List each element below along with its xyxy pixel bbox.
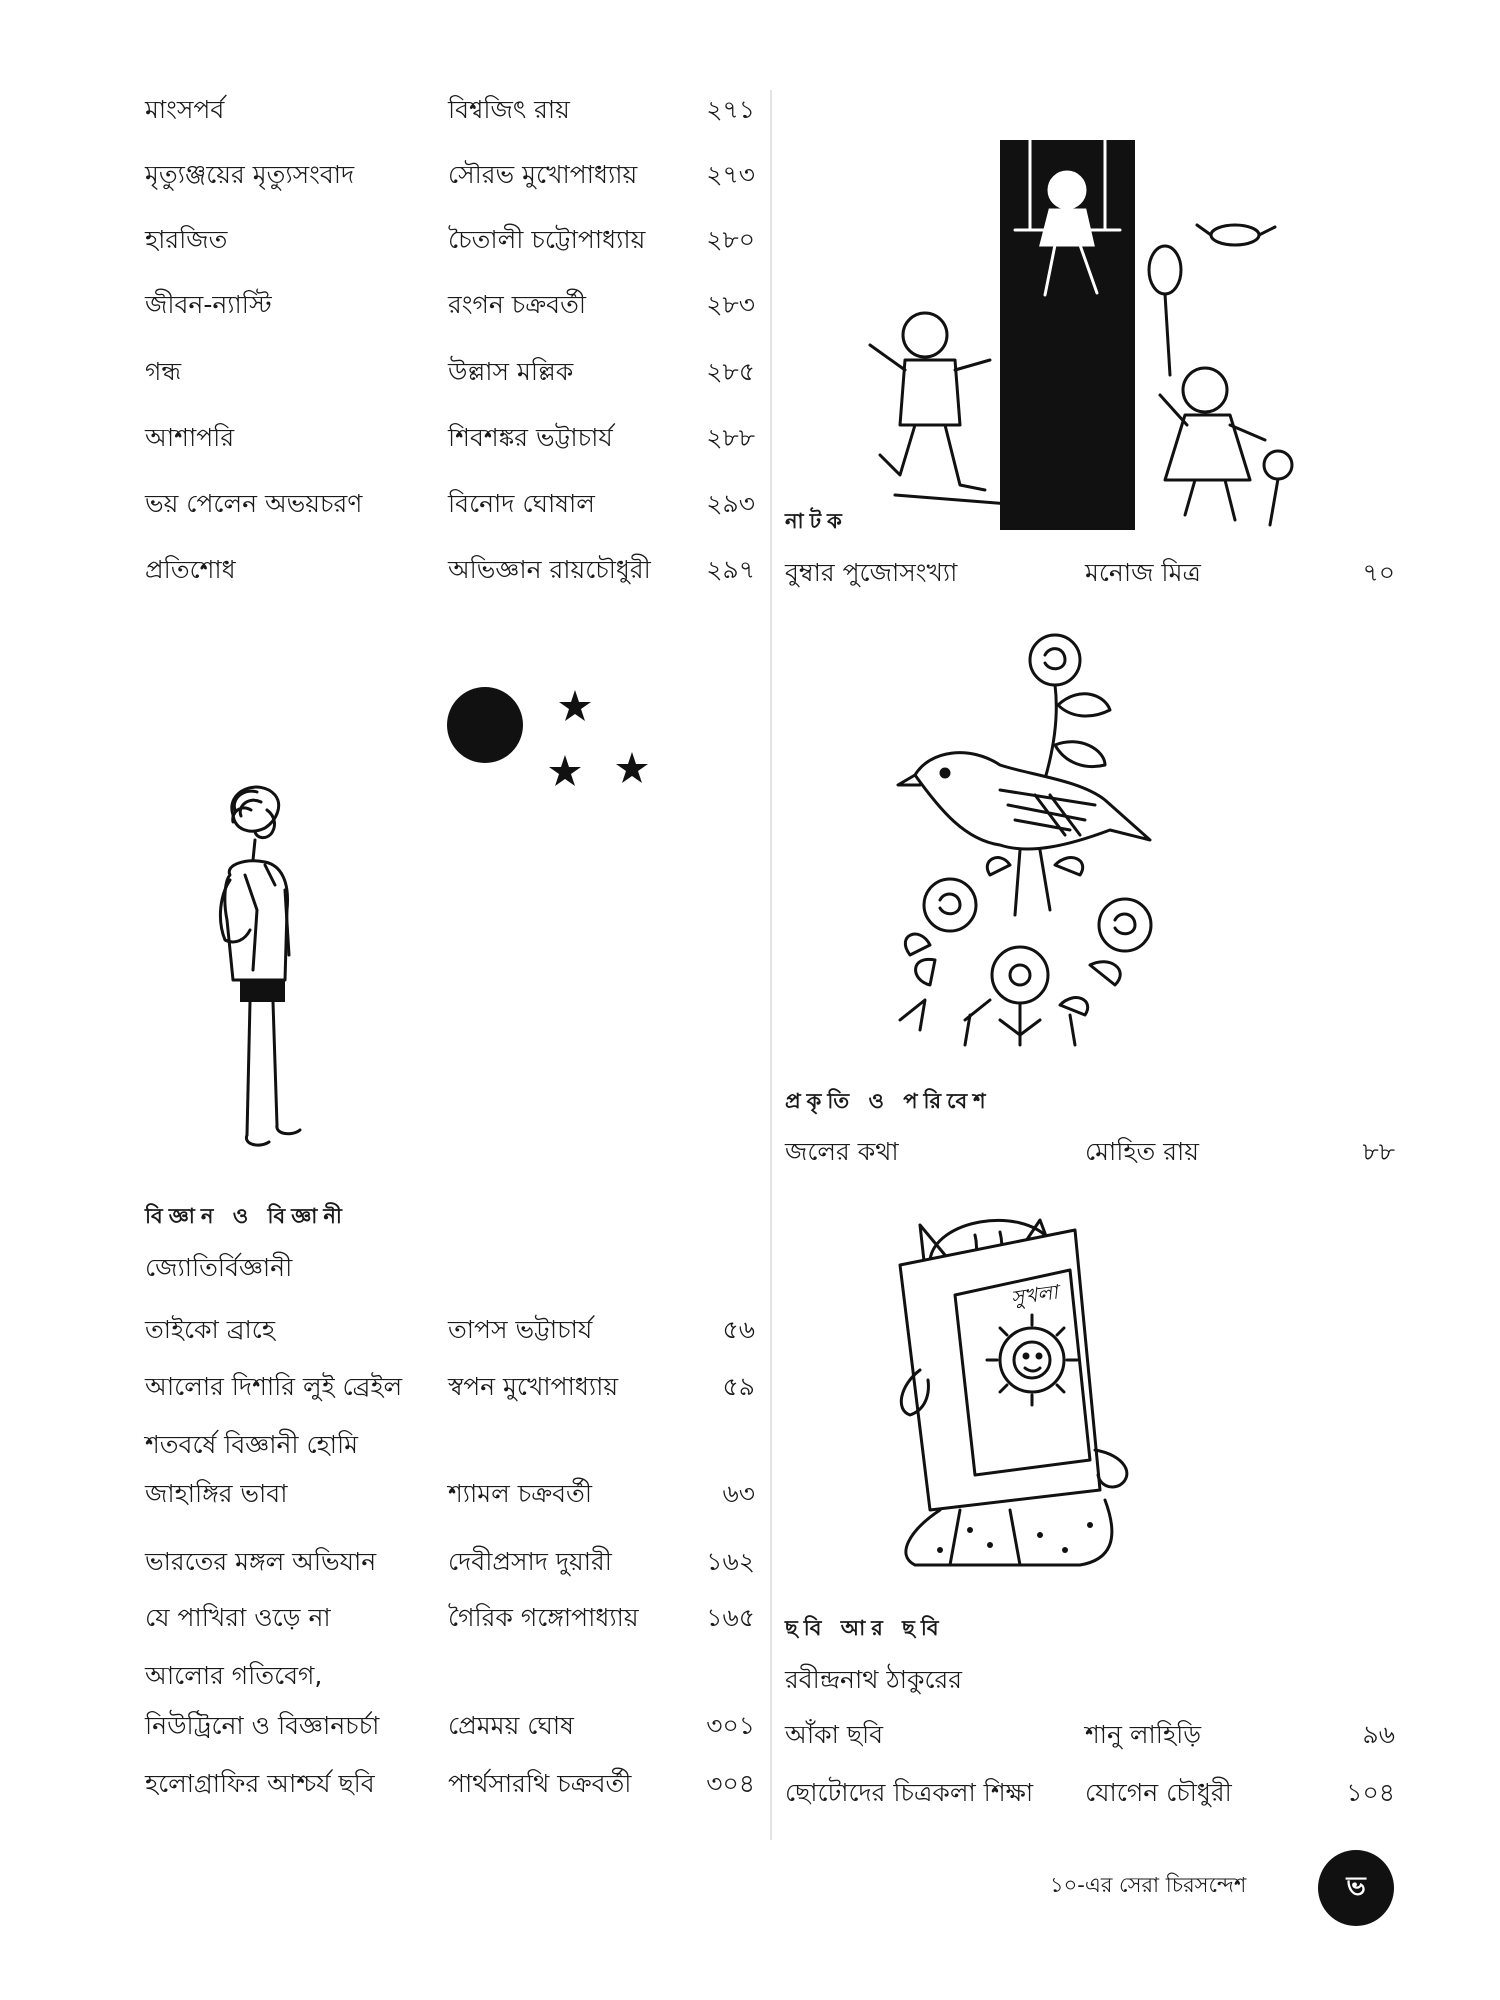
girl-reading-illustration xyxy=(880,1210,1230,1580)
contents-row[interactable] xyxy=(145,352,755,392)
page-number: ২৭৩ xyxy=(706,160,755,189)
bird-flowers-illustration xyxy=(890,625,1230,1055)
contents-row[interactable] xyxy=(145,1542,755,1582)
story-title: জীবন-ন্যাস্টি xyxy=(145,290,272,319)
story-title: প্রতিশোধ xyxy=(145,555,236,584)
moon-stars-illustration xyxy=(440,680,660,800)
footer-text: ১০-এর সেরা চিরসন্দেশ xyxy=(1050,1873,1247,1897)
page-number: ১৬৫ xyxy=(706,1603,755,1632)
contents-row[interactable] xyxy=(145,1764,755,1804)
article-title-line: আলোর গতিবেগ, xyxy=(145,1661,323,1690)
article-author: মনোজ মিত্র xyxy=(1085,558,1201,587)
article-title: ভারতের মঙ্গল অভিযান xyxy=(145,1547,377,1576)
article-title: বুম্বার পুজোসংখ্যা xyxy=(785,558,958,587)
article-title: আঁকা ছবি xyxy=(785,1720,884,1749)
page-number: ৩০৪ xyxy=(706,1769,755,1798)
page-number: ৫৯ xyxy=(722,1372,755,1401)
article-author: তাপস ভট্টাচার্য xyxy=(448,1315,593,1344)
article-title: আলোর দিশারি লুই ব্রেইল xyxy=(145,1372,403,1401)
article-author: স্বপন মুখোপাধ্যায় xyxy=(448,1372,619,1401)
article-author: দেবীপ্রসাদ দুয়ারী xyxy=(448,1547,612,1576)
subsection-heading: জ্যোতির্বিজ্ঞানী xyxy=(145,1253,293,1282)
article-title-line: রবীন্দ্রনাথ ঠাকুরের xyxy=(785,1665,962,1694)
story-title: হারজিত xyxy=(145,225,228,254)
story-author: উল্লাস মল্লিক xyxy=(448,357,574,386)
page-number: ২৯৩ xyxy=(706,489,755,518)
page-number: ৫৬ xyxy=(722,1315,755,1344)
section-heading-nature: প্রকৃতি ও পরিবেশ xyxy=(785,1089,992,1113)
page-marker-badge: ভ xyxy=(1318,1850,1394,1926)
contents-row[interactable] xyxy=(145,155,755,195)
boy-looking-up-illustration xyxy=(205,780,345,1180)
article-author: মোহিত রায় xyxy=(1085,1137,1199,1166)
page-number: ২৭১ xyxy=(706,95,755,124)
story-author: বিশ্বজিৎ রায় xyxy=(448,95,570,124)
article-title: নিউট্রিনো ও বিজ্ঞানচর্চা xyxy=(145,1711,380,1740)
contents-row[interactable] xyxy=(145,220,755,260)
contents-row[interactable] xyxy=(145,550,755,590)
article-title: জলের কথা xyxy=(785,1137,899,1166)
story-author: চৈতালী চট্টোপাধ্যায় xyxy=(448,225,646,254)
article-title: ছোটোদের চিত্রকলা শিক্ষা xyxy=(785,1778,1034,1807)
story-title: আশাপরি xyxy=(145,423,235,452)
article-title: যে পাখিরা ওড়ে না xyxy=(145,1603,331,1632)
page-number: ৮৮ xyxy=(1362,1137,1395,1166)
page-number: ৬৩ xyxy=(722,1479,755,1508)
contents-row[interactable] xyxy=(785,553,1395,593)
page-number: ৭০ xyxy=(1362,558,1395,587)
story-author: বিনোদ ঘোষাল xyxy=(448,489,595,518)
page-number: ২৮০ xyxy=(706,225,755,254)
article-title-line: শতবর্ষে বিজ্ঞানী হোমি xyxy=(145,1430,359,1459)
page-number: ১০৪ xyxy=(1346,1778,1395,1807)
article-title: তাইকো ব্রাহে xyxy=(145,1315,275,1344)
story-author: সৌরভ মুখোপাধ্যায় xyxy=(448,160,638,189)
story-title: মৃত্যুঞ্জয়ের মৃত্যুসংবাদ xyxy=(145,160,355,189)
page-number: ২৮৩ xyxy=(706,290,755,319)
section-heading-science: বিজ্ঞান ও বিজ্ঞানী xyxy=(145,1204,348,1228)
page-number: ২৮৮ xyxy=(706,423,755,452)
article-author: পার্থসারথি চক্রবর্তী xyxy=(448,1769,632,1798)
article-author: গৈরিক গঙ্গোপাধ্যায় xyxy=(448,1603,639,1632)
page-number: ১৬২ xyxy=(706,1547,755,1576)
contents-row[interactable] xyxy=(785,1132,1395,1172)
contents-row[interactable] xyxy=(145,1598,755,1638)
contents-row[interactable] xyxy=(145,90,755,130)
page-number: ৯৬ xyxy=(1362,1720,1395,1749)
contents-row[interactable] xyxy=(145,1706,755,1746)
story-author: রংগন চক্রবর্তী xyxy=(448,290,586,319)
section-heading-pictures: ছবি আর ছবি xyxy=(785,1616,945,1640)
article-author: যোগেন চৌধুরী xyxy=(1085,1778,1232,1807)
article-author: শ্যামল চক্রবর্তী xyxy=(448,1479,592,1508)
story-author: অভিজ্ঞান রায়চৌধুরী xyxy=(448,555,651,584)
story-title: মাংসপর্ব xyxy=(145,95,225,124)
article-title: হলোগ্রাফির আশ্চর্য ছবি xyxy=(145,1769,375,1798)
contents-row[interactable] xyxy=(145,484,755,524)
contents-row[interactable] xyxy=(145,1367,755,1407)
column-divider xyxy=(770,90,772,1840)
section-heading-drama: নাটক xyxy=(785,509,848,533)
article-title: জাহাঙ্গির ভাবা xyxy=(145,1479,288,1508)
page-number: ৩০১ xyxy=(706,1711,755,1740)
page-number: ২৮৫ xyxy=(706,357,755,386)
contents-row[interactable] xyxy=(145,1310,755,1350)
contents-row[interactable] xyxy=(145,285,755,325)
article-author: শানু লাহিড়ি xyxy=(1085,1720,1202,1749)
children-playing-illustration xyxy=(865,135,1305,535)
story-title: গন্ধ xyxy=(145,357,182,386)
magazine-cover-title: সুখলা xyxy=(1009,1279,1060,1310)
contents-row[interactable] xyxy=(145,418,755,458)
contents-row[interactable] xyxy=(785,1773,1395,1813)
story-author: শিবশঙ্কর ভট্টাচার্য xyxy=(448,423,613,452)
article-author: প্রেমময় ঘোষ xyxy=(448,1711,574,1740)
contents-row[interactable] xyxy=(785,1715,1395,1755)
page-number: ২৯৭ xyxy=(706,555,755,584)
story-title: ভয় পেলেন অভয়চরণ xyxy=(145,489,363,518)
contents-row[interactable] xyxy=(145,1474,755,1514)
